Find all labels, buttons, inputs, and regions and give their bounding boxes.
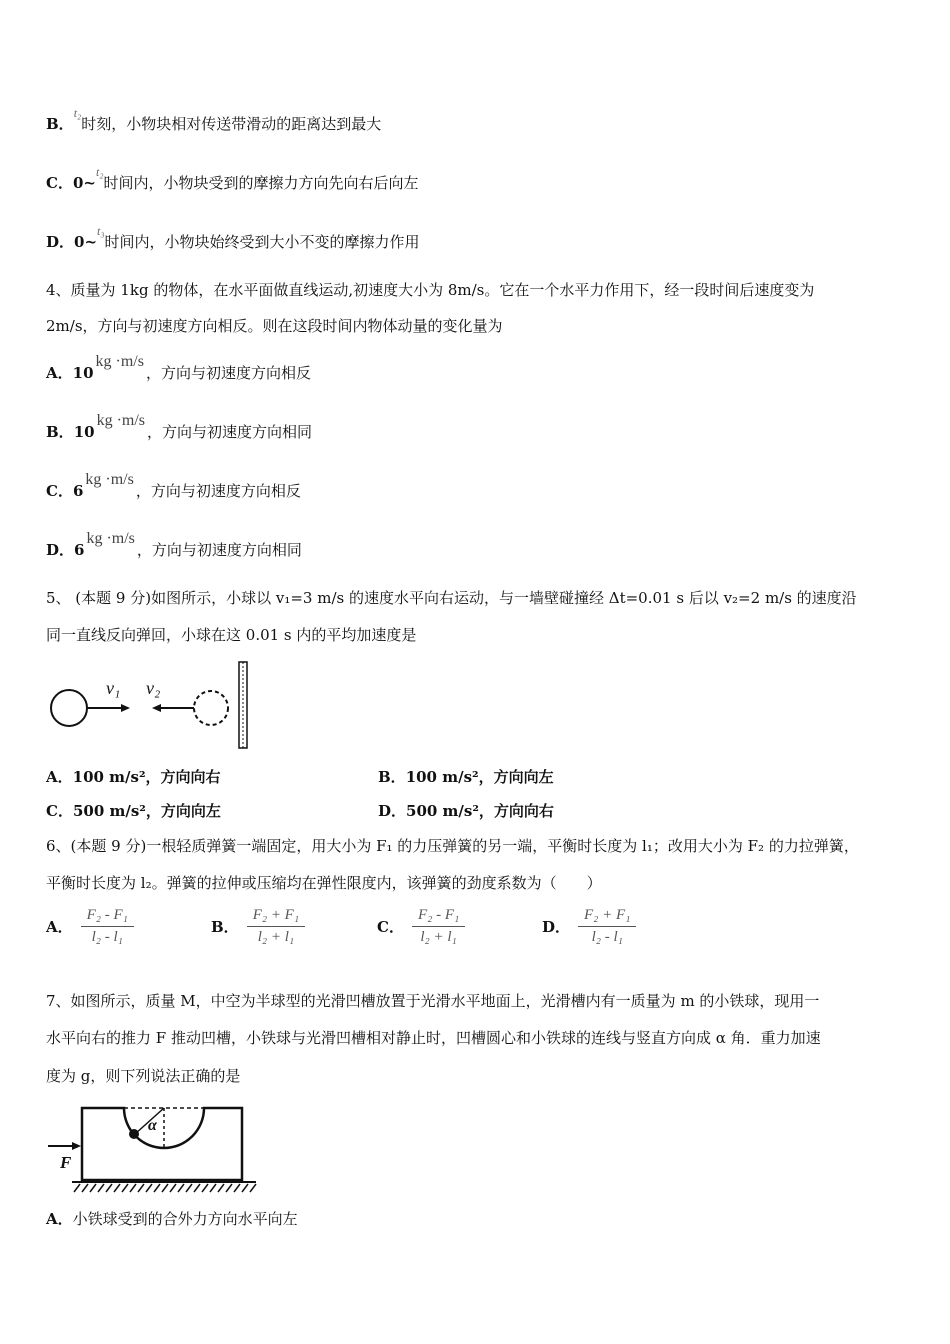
- option-label: C．: [46, 174, 73, 192]
- option-label: A．: [46, 918, 73, 936]
- q7-stem-line2: 水平向右的推力 F 推动凹槽，小铁球与光滑凹槽相对静止时，凹槽圆心和小铁球的连线与竖直方向成 α 角．重力加速: [46, 1029, 821, 1047]
- q3-option-d: [46, 224, 420, 253]
- q3-option-b: [46, 106, 382, 135]
- denominator: l₂ + l₁: [257, 929, 295, 945]
- q6-stem-line1: 6、(本题 9 分)一根轻质弹簧一端固定，用大小为 F₁ 的力压弹簧的另一端，平衡时长度为 l₁；改用大小为 F₂ 的力拉弹簧，: [46, 837, 859, 855]
- option-text: 100 m/s²，方向向右: [72, 768, 221, 786]
- unit: kg ·m/s: [85, 471, 134, 488]
- q7-option-a: [46, 1209, 298, 1229]
- ball-rebound: [194, 691, 228, 725]
- q6-option-c: [377, 907, 465, 946]
- option-text: 小铁球受到的合外力方向水平向左: [72, 1210, 298, 1228]
- t2-symbol: t₂: [73, 106, 82, 120]
- option-label: B．: [211, 918, 239, 936]
- q6-stem-line2: 平衡时长度为 l₂。弹簧的拉伸或压缩均在弹性限度内，该弹簧的劲度系数为（ ）: [46, 874, 602, 892]
- q7-stem-line3: 度为 g，则下列说法正确的是: [46, 1067, 241, 1085]
- q5-figure: [44, 660, 256, 752]
- option-label: C．: [46, 802, 73, 820]
- option-text: 时间内，小物块始终受到大小不变的摩擦力作用: [104, 233, 420, 251]
- q6-option-b: [211, 907, 305, 946]
- q6-option-a: [46, 907, 134, 946]
- option-value: 6: [72, 482, 84, 500]
- force-arrowhead: [72, 1142, 81, 1150]
- v2-arrowhead: [152, 704, 161, 712]
- fraction: [81, 907, 134, 946]
- unit: kg ·m/s: [86, 530, 135, 547]
- q7-figure: [44, 1100, 260, 1198]
- option-text: 500 m/s²，方向向右: [406, 802, 554, 820]
- fraction: [412, 907, 465, 946]
- numerator: F₂ - F₁: [412, 907, 465, 927]
- v2-label: v₂: [146, 678, 161, 698]
- q5-option-a: [46, 767, 221, 787]
- numerator: F₂ - F₁: [81, 907, 134, 927]
- option-text: ，方向与初速度方向相反: [135, 482, 301, 500]
- t3-symbol: t₃: [97, 224, 105, 238]
- iron-ball: [129, 1129, 139, 1139]
- option-label: D．: [46, 541, 75, 559]
- option-label: B．: [46, 115, 74, 133]
- option-label: D．: [46, 233, 75, 251]
- q7-stem-line1: 7、如图所示，质量 M，中空为半球型的光滑凹槽放置于光滑水平地面上，光滑槽内有一质量为 m 的小铁球，现用一: [46, 992, 820, 1010]
- alpha-label: α: [148, 1117, 157, 1134]
- option-text: 500 m/s²，方向向左: [72, 802, 221, 820]
- groove-block: [82, 1108, 242, 1180]
- option-label: B．: [378, 768, 406, 786]
- ball-initial: [51, 690, 87, 726]
- option-value: 6: [74, 541, 85, 559]
- q4-option-c: [46, 471, 301, 502]
- q5-option-b: [378, 767, 554, 787]
- option-text: ，方向与初速度方向相反: [145, 364, 311, 382]
- q6-option-d: [542, 907, 636, 946]
- q5-option-d: [378, 801, 554, 821]
- q5-option-c: [46, 801, 221, 821]
- q4-stem-line2: 2m/s，方向与初速度方向相反。则在这段时间内物体动量的变化量为: [46, 317, 503, 335]
- denominator: l₂ - l₁: [91, 929, 123, 945]
- option-label: C．: [46, 482, 73, 500]
- q5-stem-line1: 5、 (本题 9 分)如图所示，小球以 v₁=3 m/s 的速度水平向右运动，与一墙壁碰撞经 Δt=0.01 s 后以 v₂=2 m/s 的速度沿: [46, 589, 857, 607]
- option-text: ，方向与初速度方向相同: [136, 541, 302, 559]
- option-text: ，方向与初速度方向相同: [147, 423, 313, 441]
- option-label: A．: [46, 364, 73, 382]
- q3-option-c: [46, 165, 419, 194]
- ground-hatch: [74, 1184, 256, 1192]
- denominator: l₂ + l₁: [420, 929, 457, 945]
- unit: kg ·m/s: [96, 412, 146, 429]
- option-label: C．: [377, 918, 404, 936]
- q4-option-a: [46, 353, 311, 384]
- option-text: 100 m/s²，方向向左: [405, 768, 554, 786]
- v1-arrowhead: [121, 704, 130, 712]
- t2-symbol: t₂: [95, 165, 104, 179]
- range-start: 0~: [72, 174, 96, 192]
- unit: kg ·m/s: [95, 353, 144, 370]
- option-text: 时间内，小物块受到的摩擦力方向先向右后向左: [103, 174, 419, 192]
- fraction: [247, 907, 305, 946]
- option-label: A．: [46, 1210, 73, 1228]
- numerator: F₂ + F₁: [578, 907, 636, 927]
- option-label: B．: [46, 423, 74, 441]
- v1-label: v₁: [106, 678, 121, 698]
- option-label: A．: [46, 768, 73, 786]
- option-label: D．: [542, 918, 571, 936]
- option-value: 10: [73, 423, 95, 441]
- range-start: 0~: [74, 233, 98, 251]
- q4-stem-line1: 4、质量为 1kg 的物体，在水平面做直线运动,初速度大小为 8m/s。它在一个水平力作用下，经一段时间后速度变为: [46, 281, 815, 299]
- denominator: l₂ - l₁: [591, 929, 623, 945]
- option-label: D．: [378, 802, 407, 820]
- fraction: [578, 907, 636, 946]
- q5-stem-line2: 同一直线反向弹回，小球在这 0.01 s 内的平均加速度是: [46, 626, 417, 644]
- option-text: 时刻，小物块相对传送带滑动的距离达到最大: [81, 115, 382, 133]
- numerator: F₂ + F₁: [247, 907, 305, 927]
- q4-option-b: [46, 412, 313, 443]
- q4-option-d: [46, 530, 302, 561]
- option-value: 10: [72, 364, 94, 382]
- force-label: F: [60, 1153, 72, 1172]
